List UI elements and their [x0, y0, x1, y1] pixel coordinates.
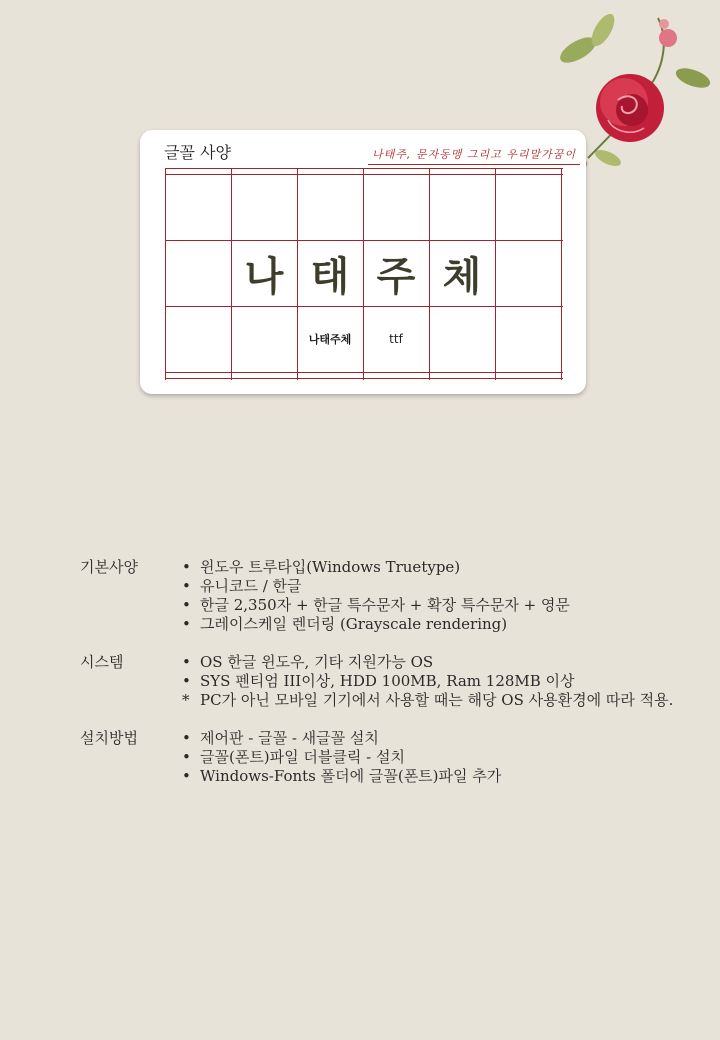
list-item [182, 767, 501, 786]
glyph-cell [297, 240, 363, 306]
section-items [182, 653, 673, 710]
font-name-cell [297, 306, 363, 372]
section-basic-spec [80, 558, 700, 634]
spec-list [80, 558, 700, 805]
section-items [182, 729, 501, 786]
card-tagline: 나태주, 문자동맹 그리고 우리말가꿈이 [368, 146, 580, 165]
grid-line [495, 168, 496, 380]
section-system [80, 653, 700, 710]
grid-line [165, 378, 563, 379]
sample-glyph: 나 [244, 252, 284, 300]
list-item [182, 729, 501, 748]
bullet-marker: • [182, 577, 191, 595]
bullet-marker: • [182, 672, 191, 690]
section-label: 시스템 [80, 653, 124, 671]
glyph-cell [429, 240, 495, 306]
grid-line [165, 372, 563, 373]
bullet-marker: * [182, 691, 190, 709]
bullet-marker: • [182, 558, 191, 576]
list-item [182, 577, 570, 596]
file-ext-cell [363, 306, 429, 372]
grid-line [165, 168, 166, 380]
list-item [182, 691, 673, 710]
font-specimen-card [140, 130, 586, 394]
bullet-marker: • [182, 596, 191, 614]
sample-glyph: 주 [376, 252, 416, 300]
bullet-marker: • [182, 653, 191, 671]
item-text: 제어판 - 글꼴 - 새글꼴 설치 [200, 729, 379, 747]
list-item [182, 748, 501, 767]
list-item [182, 596, 570, 615]
item-text: 윈도우 트루타입(Windows Truetype) [200, 558, 461, 576]
grid-line [561, 168, 562, 380]
list-item [182, 615, 570, 634]
section-items [182, 558, 570, 634]
sample-glyph: 태 [310, 252, 350, 300]
glyph-cell [231, 240, 297, 306]
bullet-marker: • [182, 767, 191, 785]
item-text: 유니코드 / 한글 [200, 577, 302, 595]
bullet-marker: • [182, 729, 191, 747]
grid-line [165, 174, 563, 175]
glyph-cell [363, 240, 429, 306]
item-text: 그레이스케일 렌더링 (Grayscale rendering) [200, 615, 508, 633]
file-extension: ttf [389, 332, 403, 346]
bullet-marker: • [182, 748, 191, 766]
font-name-sample: 나태주체 [308, 333, 352, 346]
section-label: 기본사양 [80, 558, 138, 576]
item-text: OS 한글 윈도우, 기타 지원가능 OS [200, 653, 434, 671]
item-text: PC가 아닌 모바일 기기에서 사용할 때는 해당 OS 사용환경에 따라 적용. [200, 691, 674, 709]
grid-line [165, 168, 563, 169]
section-label: 설치방법 [80, 729, 138, 747]
item-text: 한글 2,350자 + 한글 특수문자 + 확장 특수문자 + 영문 [200, 596, 570, 614]
manuscript-grid [165, 168, 563, 380]
list-item [182, 672, 673, 691]
list-item [182, 558, 570, 577]
card-title: 글꼴 사양 [164, 143, 231, 162]
bullet-marker: • [182, 615, 191, 633]
list-item [182, 653, 673, 672]
section-install [80, 729, 700, 786]
item-text: SYS 펜티엄 III이상, HDD 100MB, Ram 128MB 이상 [200, 672, 575, 690]
item-text: 글꼴(폰트)파일 더블클릭 - 설치 [200, 748, 405, 766]
item-text: Windows-Fonts 폴더에 글꼴(폰트)파일 추가 [200, 767, 502, 785]
sample-glyph: 체 [442, 252, 482, 300]
